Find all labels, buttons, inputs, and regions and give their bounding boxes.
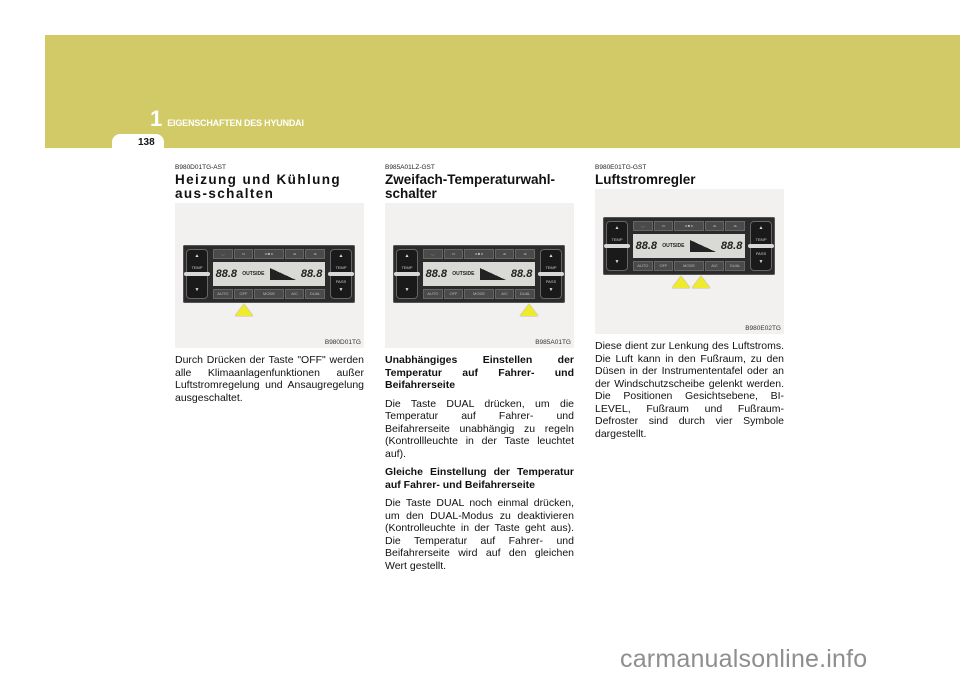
ac-button: A/C (705, 261, 725, 271)
arrow-down-icon: ▼ (758, 259, 764, 265)
dual-button: DUAL (515, 289, 535, 299)
section-dual-temp (385, 164, 574, 572)
temp-label: TEMP (401, 265, 413, 270)
recirculation-button: ⌓ (285, 249, 305, 259)
dual-button: DUAL (725, 261, 745, 271)
figure-caption: B980D01TG (324, 339, 361, 346)
subsection-heading: Gleiche Einstellung der Temperatur auf Fahrer- und Beifahrerseite (385, 466, 574, 491)
temp-label: TEMP (755, 237, 767, 242)
knob-bar (184, 272, 210, 276)
temp-label: TEMP (545, 265, 557, 270)
auto-button: AUTO (213, 289, 233, 299)
rear-defrost-button: ▭ (234, 249, 254, 259)
section-code: B980D01TG-AST (175, 164, 226, 171)
bottom-button-row (213, 289, 325, 299)
pass-label: PASS (755, 251, 767, 256)
pass-label: PASS (335, 279, 347, 284)
driver-temp-knob (396, 249, 418, 299)
fresh-air-button: ⌓ (515, 249, 535, 259)
section-heading: Heizung und Kühlung aus-schalten (175, 172, 342, 201)
passenger-temp-display: 88.8 (300, 268, 323, 280)
off-button: OFF (654, 261, 674, 271)
off-button: OFF (234, 289, 254, 299)
fan-level-icon (480, 268, 506, 280)
chapter-header-band (45, 35, 960, 148)
knob-bar (604, 244, 630, 248)
climate-control-panel (183, 245, 355, 303)
pointer-arrow-icon (520, 304, 538, 316)
driver-temp-knob (186, 249, 208, 299)
top-button-row (633, 221, 745, 231)
lcd-display (213, 262, 325, 286)
top-button-row (213, 249, 325, 259)
passenger-temp-display: 88.8 (510, 268, 533, 280)
passenger-temp-knob (540, 249, 562, 299)
knob-bar (394, 272, 420, 276)
defrost-button: ◡ (213, 249, 233, 259)
pointer-arrow-icon (235, 304, 253, 316)
lcd-display (633, 234, 745, 258)
temp-label: TEMP (191, 265, 203, 270)
knob-bar (748, 244, 774, 248)
fan-speed-button: ◂ ■ ▸ (254, 249, 283, 259)
fan-level-icon (270, 268, 296, 280)
climate-control-panel (603, 217, 775, 275)
climate-panel-figure (385, 203, 574, 348)
recirculation-button: ⌓ (705, 221, 725, 231)
knob-bar (538, 272, 564, 276)
arrow-up-icon: ▲ (404, 253, 410, 259)
arrow-down-icon: ▼ (404, 287, 410, 293)
figure-caption: B980E02TG (745, 325, 781, 332)
arrow-down-icon: ▼ (194, 287, 200, 293)
paragraph: Die Taste DUAL drücken, um die Temperatur auf Fahrer- und Beifahrerseite unabhängig zu regeln (Kontrollleuchte in der Taste leuchtet auf). (385, 397, 574, 460)
outside-label: OUTSIDE (452, 271, 475, 277)
section-heating-off (175, 164, 364, 404)
chapter-heading (150, 106, 304, 131)
lcd-display (423, 262, 535, 286)
dual-button: DUAL (305, 289, 325, 299)
arrow-down-icon: ▼ (338, 287, 344, 293)
auto-button: AUTO (423, 289, 443, 299)
driver-temp-display: 88.8 (215, 268, 238, 280)
arrow-down-icon: ▼ (614, 259, 620, 265)
defrost-button: ◡ (423, 249, 443, 259)
bottom-button-row (633, 261, 745, 271)
paragraph: Diese dient zur Lenkung des Luftstroms. Die Luft kann in den Fußraum, zu den Düsen in der Instrumententafel oder an der Windschutzscheibe gelenkt werden. Die Positionen Gesichtsebene, BI-LEVEL, Fußraum und Fußraum-Defroster sind durch vier Symbole dargestellt. (595, 340, 784, 440)
pointer-arrow-right-icon (692, 276, 710, 288)
fan-speed-button: ◂ ■ ▸ (464, 249, 493, 259)
fresh-air-button: ⌓ (305, 249, 325, 259)
arrow-up-icon: ▲ (614, 225, 620, 231)
bottom-button-row (423, 289, 535, 299)
driver-temp-display: 88.8 (425, 268, 448, 280)
passenger-temp-knob (330, 249, 352, 299)
chapter-title: EIGENSCHAFTEN DES HYUNDAI (167, 118, 304, 128)
rear-defrost-button: ▭ (654, 221, 674, 231)
passenger-temp-display: 88.8 (720, 240, 743, 252)
section-heading: Zweifach-Temperaturwahl-schalter (385, 172, 556, 201)
chapter-number: 1 (150, 106, 163, 131)
arrow-down-icon: ▼ (548, 287, 554, 293)
ac-button: A/C (285, 289, 305, 299)
mode-button: MODE (254, 289, 283, 299)
pass-label: PASS (545, 279, 557, 284)
driver-temp-display: 88.8 (635, 240, 658, 252)
driver-temp-knob (606, 221, 628, 271)
ac-button: A/C (495, 289, 515, 299)
rear-defrost-button: ▭ (444, 249, 464, 259)
fan-level-icon (690, 240, 716, 252)
passenger-temp-knob (750, 221, 772, 271)
temp-label: TEMP (611, 237, 623, 242)
auto-button: AUTO (633, 261, 653, 271)
section-heading: Luftstromregler (595, 172, 696, 187)
climate-control-panel (393, 245, 565, 303)
subsection-heading: Unabhängiges Einstellen der Temperatur auf Fahrer- und Beifahrerseite (385, 354, 574, 391)
fresh-air-button: ⌓ (725, 221, 745, 231)
climate-panel-figure (595, 189, 784, 334)
fan-speed-button: ◂ ■ ▸ (674, 221, 703, 231)
watermark: carmanualsonline.info (620, 645, 868, 673)
section-code: B980E01TG-GST (595, 164, 647, 171)
outside-label: OUTSIDE (662, 243, 685, 249)
defrost-button: ◡ (633, 221, 653, 231)
outside-label: OUTSIDE (242, 271, 265, 277)
climate-panel-figure (175, 203, 364, 348)
section-code: B985A01LZ-GST (385, 164, 435, 171)
page-number: 138 (138, 137, 155, 148)
figure-caption: B985A01TG (535, 339, 571, 346)
recirculation-button: ⌓ (495, 249, 515, 259)
temp-label: TEMP (335, 265, 347, 270)
arrow-up-icon: ▲ (548, 253, 554, 259)
off-button: OFF (444, 289, 464, 299)
paragraph: Durch Drücken der Taste "OFF" werden alle Klimaanlagenfunktionen außer Luftstromregelung und Ansaugregelung ausgeschaltet. (175, 354, 364, 404)
top-button-row (423, 249, 535, 259)
pointer-arrow-left-icon (672, 276, 690, 288)
mode-button: MODE (464, 289, 493, 299)
mode-button: MODE (674, 261, 703, 271)
arrow-up-icon: ▲ (338, 253, 344, 259)
knob-bar (328, 272, 354, 276)
arrow-up-icon: ▲ (194, 253, 200, 259)
paragraph: Die Taste DUAL noch einmal drücken, um den DUAL-Modus zu deaktivieren (Kontrolleuchte in der Taste geht aus). Die Temperatur auf Fahrer- und Beifahrerseite wird auf den gleichen Wert gestellt. (385, 497, 574, 572)
section-airflow (595, 164, 784, 440)
arrow-up-icon: ▲ (758, 225, 764, 231)
